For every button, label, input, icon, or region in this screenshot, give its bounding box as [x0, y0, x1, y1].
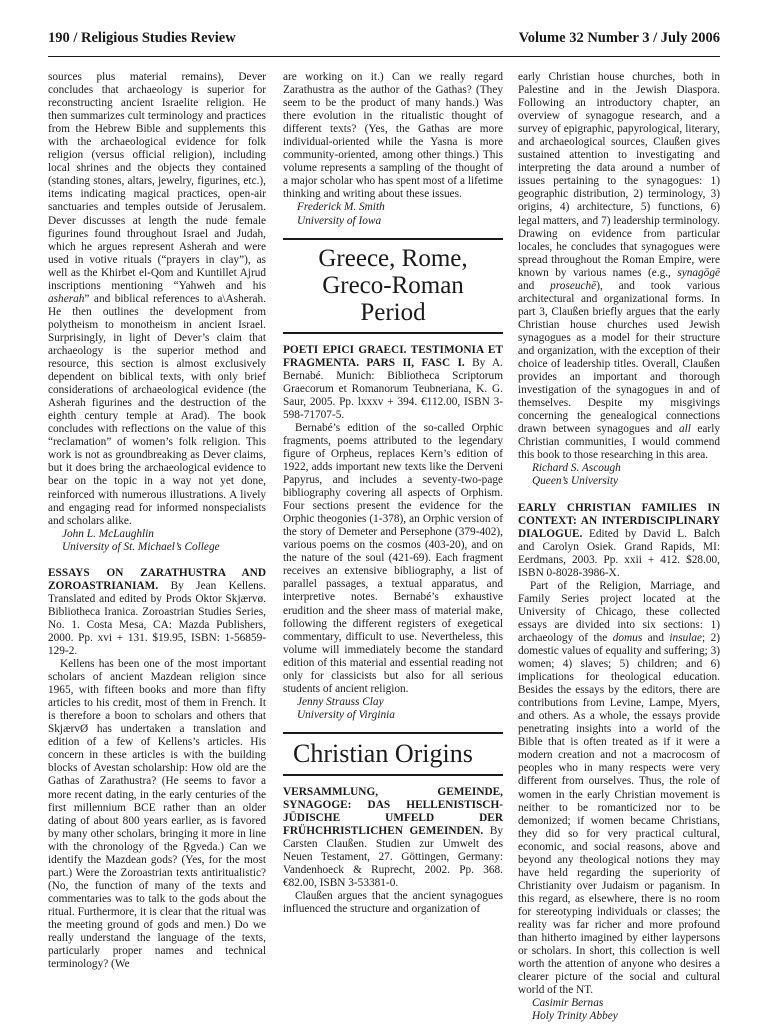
- reviewer-name: John L. McLaughlin: [62, 527, 154, 540]
- reviewer-name: Casimir Bernas: [532, 997, 604, 1010]
- review-paragraph: Kellens has been one of the most important scholars of ancient Mazdean religion since 1965, with fifteen books and more than fifty articles to his credit, most of them in French. It is therefore a boon to scholars and others that SkjærvØ has undertaken a translation and edition of a few of Kellens’s articles. His concern in these articles is with the building blocks of Avestan scholarship: How old are the Gathas of Zarathustra? (He seems to favor a more recent dating, in the early centuries of the first millennium BCE rather than an older dating of about 800 years earlier, as is favored by many other scholars, bringing it more in line with the chronology of the Ṛgveda.) Can we identify the Mazdean gods? (Yes, for the most part.) Were the Zoroastrian texts antiritualistic? (No, the function of many of the texts and commentaries was to talk to the gods about the ritual. Furthermore, it is clear that the ritual was the meeting ground of gods and men.) Do we really understand the language of the texts, particularly proper names and technical terminology? (We: [48, 658, 266, 971]
- book-title: EARLY CHRISTIAN FAMILIES IN CONTEXT: AN INTERDISCIPLINARY DIALOGUE.: [518, 501, 720, 540]
- book-title: ESSAYS ON ZARATHUSTRA AND ZOROASTRIANIAM.: [48, 566, 266, 592]
- review-paragraph: Bernabé’s edition of the so-called Orphic fragments, poems attributed to the legendary figure of Orpheus, replaces Kern’s edition of 1922, adds important new texts like the Derveni Papyrus, and includes a seventy-two-page bibliography covering all aspects of Orphism. Four sections present the evidence for the Orphic theogonies (1-378), an Orphic version of the story of Demeter and Persephone (379-402), various poems on the cosmos (403-20), and on the nature of the soul (421-69). Each fragment receives an extensive bibliography, a list of parallel passages, a textual apparatus, and interpretive notes. Bernabé’s exhaustive erudition and the sheer mass of material make, following the different registers of exegetical commentary, difficult to use. Nevertheless, this volume will immediately become the standard edition of this material and essential reading not only for classicists but also for all serious students of ancient religion.: [283, 421, 503, 695]
- review-paragraph: Part of the Religion, Marriage, and Family Series project located at the University of Chicago, these collected essays are divided into six sections: 1) archaeology of the domus and insulae; 2) domestic values of equality and suffering; 3) women; 4) slaves; 5) children; and 6) implications for theological education. Besides the essays by the editors, there are contributions from Levine, Lampe, Myers, and others. As a whole, the essays provide penetrating insights into a world of the Bible that is often treated as if it were a modern creation and not a macrocosm of peoples who in many respects were very different from ourselves. Thus, the role of women in the early Christian movement is neither to be romanticized nor to be demonized; if women became Christians, they did so for very practical cultural, economic, and social reasons, above and beyond any theological notions they may have held regarding the superiority of Christianity over Judaism or paganism. In this regard, as elsewhere, there is no room for stereotyping individuals or classes; the reality was far richer and more profound than hitherto imagined by either laypersons or scholars. In short, this collection is well worth the attention of anyone who desires a clearer picture of the social and cultural world of the NT.: [518, 579, 721, 997]
- running-head: [48, 30, 720, 52]
- running-head-right: Volume 32 Number 3 / July 2006: [518, 30, 720, 46]
- column-3: [518, 71, 720, 1023]
- column-1: [48, 71, 266, 971]
- book-citation: ESSAYS ON ZARATHUSTRA AND ZOROASTRIANIAM. By Jean Kellens. Translated and edited by Prods Oktor Skjærvø. Bibliotheca Iranica. Zoroastrian Studies Series, No. 1. Costa Mesa, CA: Mazda Publishers, 2000. Pp. xvi + 131. $19.95, ISBN: 1-56859-129-2.: [48, 566, 266, 658]
- reviewer-name: Frederick M. Smith: [297, 201, 385, 214]
- review-paragraph: early Christian house churches, both in Palestine and in the Jewish Diaspora. Following an introductory chapter, an overview of synagogue research, and a survey of epigraphic, papyrological, literary, and archaeological sources, Claußen gives sustained attention to investigating and interpreting the data around a number of issues pertaining to the synagogues: 1) geographic distribution, 2) terminology, 3) origins, 4) architecture, 5) functions, 6) legal matters, and 7) leadership terminology. Drawing on evidence from particular locales, he concludes that synagogues were spread throughout the Roman Empire, were known by various names (e.g., synagōgē and proseuchē), and took various architectural and organizational forms. In part 3, Claußen briefly argues that the early Christian house churches used Jewish synagogues as a model for their structure and organization, with the exception of their choice of leadership titles. Overall, Claußen provides an important and thorough investigation of the synagogues in and of themselves. Despite my misgivings concerning the genealogical connections drawn between synagogues and all early Christian communities, I would commend this book to those researching in this area.: [518, 71, 720, 462]
- book-citation: EARLY CHRISTIAN FAMILIES IN CONTEXT: AN INTERDISCIPLINARY DIALOGUE. Edited by David L. Balch and Carolyn Osiek. Grand Rapids, MI: Eerdmans, 2003. Pp. xxii + 412. $28.00, ISBN 0-8028-3986-X.: [518, 501, 720, 579]
- book-title: POETI EPICI GRAECI. TESTIMONIA ET FRAGMENTA. PARS II, FASC I.: [283, 343, 503, 369]
- column-2: [283, 71, 503, 916]
- book-citation: VERSAMMLUNG, GEMEINDE, SYNAGOGE: DAS HELLENISTISCH-JÜDISCHE UMFELD DER FRÜHCHRISTLICHEN GEMEINDEN. By Carsten Claußen. Studien zur Umwelt des Neuen Testament, 27. Göttingen, Germany: Vandenhoeck & Ruprecht, 2002. Pp. 368. €82.00, ISBN 3-53381-0.: [283, 785, 504, 890]
- section-heading-greece-rome: Greece, Rome, Greco-Roman Period: [283, 238, 503, 334]
- reviewer-affiliation: University of Iowa: [297, 214, 382, 227]
- section-heading-christian-origins: Christian Origins: [283, 732, 503, 776]
- reviewer-affiliation: University of Virginia: [297, 708, 395, 721]
- book-citation: POETI EPICI GRAECI. TESTIMONIA ET FRAGMENTA. PARS II, FASC I. By A. Bernabé. Munich: Bibliotheca Scriptorum Graecorum et Romanorum Teubneriana, K. G. Saur, 2005. Pp. lxxxv + 394. €112.00, ISBN 3-598-71707-5.: [283, 343, 503, 421]
- running-head-left: 190 / Religious Studies Review: [48, 30, 236, 46]
- reviewer-name: Jenny Strauss Clay: [297, 695, 384, 708]
- reviewer-affiliation: University of St. Michael’s College: [62, 540, 220, 553]
- reviewer-affiliation: Queen’s University: [532, 475, 619, 488]
- review-paragraph: Claußen argues that the ancient synagogues influenced the structure and organization of: [283, 890, 503, 916]
- header-rule: [48, 56, 720, 57]
- reviewer-name: Richard S. Ascough: [532, 462, 621, 475]
- review-paragraph: sources plus material remains), Dever concludes that archaeology is superior for reconstructing ancient Israelite religion. He then summarizes cult terminology and practices from the Hebrew Bible and supplements this with the archaeological evidence for folk religion (versus official religion), including local shrines and the objects they contained (standing stones, altars, jewelry, figurines, etc.), items indicating magical practices, open-air sanctuaries and temples outside of Jerusalem. Dever discusses at length the nude female figurines found throughout Israel and Judah, which he argues represent Asherah and were used in votive rituals (“prayers in clay”), as well as the Khirbet el-Qom and Kuntillet Ajrud inscriptions mentioning “Yahweh and his asherah” and biblical references to a\Asherah. He then outlines the development from polytheism to monotheism in ancient Israel. Surprisingly, in light of Dever’s claim that archaeology is the superior method and resource, this section is almost exclusively dependent on biblical texts, with only brief considerations of archaeological evidence (the Asherah figurines and the destruction of the eighth century temple at Arad). The book concludes with reflections on the value of this “reclamation” of women’s folk religion. This work is not as groundbreaking as Dever claims, but it does bring the archaeological evidence to bear on the topic in a way not yet done, reinforced with numerous illustrations. A lively and engaging read for informed nonspecialists and scholars alike.: [48, 71, 266, 527]
- book-title: VERSAMMLUNG, GEMEINDE, SYNAGOGE: DAS HELLENISTISCH-JÜDISCHE UMFELD DER FRÜHCHRISTLICHEN GEMEINDEN.: [283, 785, 503, 838]
- review-paragraph: are working on it.) Can we really regard Zarathustra as the author of the Gathas? (They seem to be the product of many hands.) Was there evolution in the ritualistic thought of different texts? (Yes, the Gathas are more individual-oriented while the Yasna is more community-oriented, among other things.) This volume represents a sampling of the thought of a major scholar who has spent most of a lifetime thinking and writing about these issues.: [283, 71, 503, 201]
- reviewer-affiliation: Holy Trinity Abbey: [532, 1010, 618, 1023]
